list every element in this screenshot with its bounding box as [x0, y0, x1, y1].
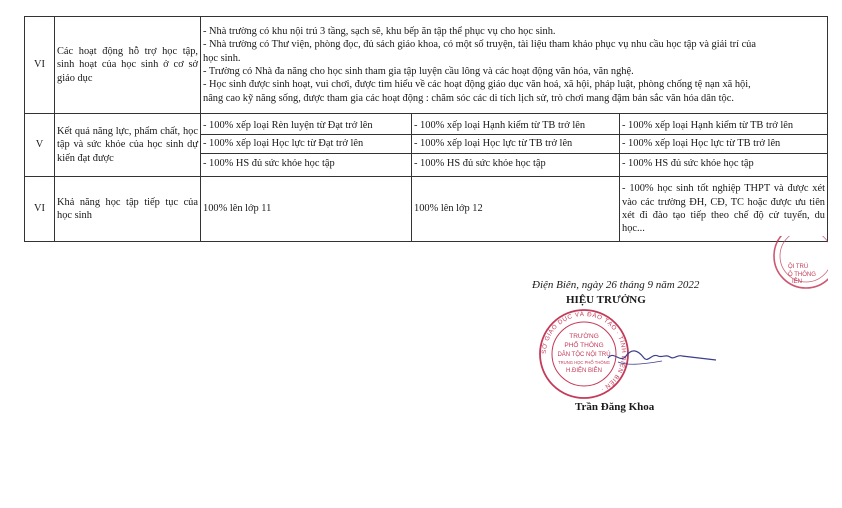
- content-line: - 100% xếp loại Học lực từ Đạt trở lên: [201, 135, 411, 153]
- content-line: - 100% HS đủ sức khỏe học tập: [203, 157, 335, 169]
- svg-text:ỘI TRÚ: ỘI TRÚ: [788, 264, 809, 270]
- document-date: Điện Biên, ngày 26 tháng 9 năm 2022: [532, 279, 700, 291]
- seal-line: H.ĐIỆN BIÊN: [565, 368, 603, 374]
- content-line: - Nhà trường có khu nội trú 3 tầng, sạch sẽ, khu bếp ăn tập thể phục vụ cho học sinh.: [203, 25, 556, 37]
- content-line: - 100% xếp loại Học lực từ TB trở lên: [412, 135, 619, 153]
- content-line: - 100% xếp loại Hạnh kiểm từ TB trở lên: [620, 117, 827, 135]
- grade-10-cell: [201, 114, 412, 177]
- grade-11-cell: [412, 114, 620, 177]
- row-content: [201, 17, 828, 114]
- content-line: - 100% xếp loại Rèn luyện từ Đạt trở lên: [201, 117, 411, 135]
- table-row: [25, 114, 828, 177]
- content-line: - Trường có Nhà đa năng cho học sinh tham gia tập luyện cầu lông và các hoạt động văn hóa, văn nghệ.: [203, 66, 634, 77]
- grade-10-cell: 100% lên lớp 11: [201, 177, 412, 242]
- svg-text:IÊN: IÊN: [792, 279, 803, 285]
- seal-line: TRƯỜNG: [569, 333, 599, 340]
- row-criterion: Khả năng học tập tiếp tục của học sinh: [55, 177, 201, 242]
- signer-title: HIỆU TRƯỞNG: [566, 294, 646, 306]
- content-line: học sinh.: [203, 52, 241, 64]
- seal-outer-text: SỞ GIÁO DỤC VÀ ĐÀO TẠO · TỈNH ĐIỆN BIÊN ·: [540, 310, 628, 394]
- row-number: V: [25, 114, 55, 177]
- content-line: nâng cao kỹ năng sống, được tham gia các hoạt động : chăm sóc các di tích lịch sử, trò chơi mang đậm bản sắc văn hóa dân tộc.: [203, 92, 734, 104]
- grade-12-cell: [620, 177, 828, 242]
- plan-table: [24, 16, 828, 242]
- table-row: [25, 177, 828, 242]
- table-row: [25, 17, 828, 114]
- handwritten-signature-icon: [604, 344, 719, 372]
- signer-name: Trần Đăng Khoa: [575, 401, 655, 413]
- grade-11-cell: 100% lên lớp 12: [412, 177, 620, 242]
- seal-line: PHỔ THÔNG: [564, 342, 604, 349]
- row-criterion: Kết quả năng lực, phẩm chất, học tập và sức khỏe của học sinh dự kiến đạt được: [55, 114, 201, 177]
- content-line: - 100% HS đủ sức khỏe học tập: [622, 157, 754, 169]
- grade-12-cell: [620, 114, 828, 177]
- row-criterion: Các hoạt động hỗ trợ học tập, sinh hoạt của học sinh ở cơ sở giáo dục: [55, 17, 201, 114]
- content-line: - Nhà trường có Thư viện, phòng đọc, đủ sách giáo khoa, có một số truyện, tài liệu tham khảo phục vụ nhu cầu học tập và giải trí của: [203, 39, 756, 51]
- content-line: - 100% HS đủ sức khỏe học tập: [414, 157, 546, 169]
- edge-stamp-icon: [758, 236, 828, 302]
- seal-line: DÂN TỘC NỘI TRÚ: [557, 352, 611, 358]
- seal-line: TRUNG HỌC PHỔ THÔNG: [558, 360, 610, 365]
- svg-text:Ô THÔNG: Ô THÔNG: [788, 272, 816, 278]
- row-number: VI: [25, 17, 55, 114]
- content-line: - 100% học sinh tốt nghiệp THPT và được xét vào các trường ĐH, CĐ, TC hoặc được ưu tiên xét đi đào tạo tiếp theo chế độ cử tuyển, du học...: [622, 183, 825, 235]
- content-line: - 100% xếp loại Học lực từ TB trở lên: [620, 135, 827, 153]
- content-line: - Học sinh được sinh hoạt, vui chơi, được tìm hiểu về các hoạt động giáo dục văn hoá, xã hội, pháp luật, phòng chống tệ nạn xã hội,: [203, 79, 751, 91]
- content-line: - 100% xếp loại Hạnh kiểm từ TB trở lên: [412, 117, 619, 135]
- row-number: VI: [25, 177, 55, 242]
